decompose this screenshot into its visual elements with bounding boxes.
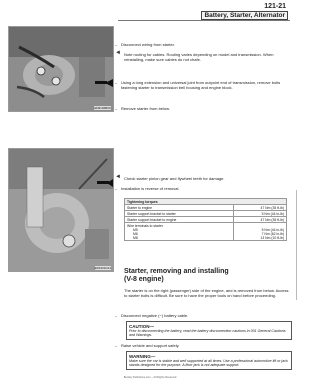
page-footer: Bentley Publishers.com – All Rights Reserved [123, 376, 177, 379]
header-rule [118, 20, 290, 21]
section-title: Battery, Starter, Alternator [201, 11, 288, 20]
warning-box [126, 351, 292, 370]
step-disconnect-wiring: – Disconnect wiring from starter. [115, 42, 175, 47]
torque-item: Starter support bracket to starter [125, 211, 234, 217]
starter-wiring-illustration [9, 27, 113, 111]
tightening-torques-table [124, 198, 287, 241]
routing-note: ◄ Note routing for cables. Routing varies depending on model and transmission. When reinstalling, make sure cables do not chafe. [115, 50, 274, 63]
warning-title: WARNING— [129, 353, 156, 359]
step-installation: – Installation is reverse of removal. [115, 186, 180, 191]
step-disconnect-battery: – Disconnect negative (−) battery cable. [115, 313, 189, 318]
torque-value: 5 Nm (44 in-lb) 7 Nm (62 in-lb) 13 Nm (10 ft-lb) [234, 223, 287, 241]
step-extension: – Using a long extension and universal joint from outpoint end of transmission, remove bolts fastening starter to transmission bell housing and engine block. [115, 80, 281, 91]
margin-rule [296, 190, 297, 300]
section-heading: Starter, removing and installing (V-8 engine) [124, 268, 229, 283]
photo-id: ED9102B3C [94, 106, 111, 110]
page-number: 121-21 [264, 3, 286, 10]
starter-pinion-photo [8, 148, 114, 272]
caution-box [126, 321, 292, 340]
torque-value: 47 Nm (35 ft-lb) [234, 217, 287, 223]
starter-location-paragraph: The starter is on the right (passenger) side of the engine, and is removed from below. Access to starter bolts is difficult. Be sure to have the proper tools on hand before proceeding. [124, 288, 289, 299]
step-remove-starter: – Remove starter from below. [115, 106, 170, 111]
caution-text: Prior to disconnecting the battery, read the battery disconnection cautions in 001 General Cautions and Warnings. [129, 328, 286, 337]
torque-item: Wire terminals to starter M5 M6 M8 [125, 223, 234, 241]
starter-pinion-illustration [9, 149, 113, 271]
step-raise-vehicle: – Raise vehicle and support safely. [115, 343, 180, 348]
caution-title: CAUTION— [129, 323, 154, 329]
torque-value: 5 Nm (44 in-lb) [234, 211, 287, 217]
pointer-arrow-icon: ◄ [115, 50, 121, 56]
check-note: ◄ Check starter pinion gear and flywheel teeth for damage. [115, 174, 225, 181]
torque-item: Starter support bracket to engine [125, 217, 234, 223]
table-header: Tightening torques [125, 199, 287, 205]
pointer-arrow-icon: ◄ [115, 174, 121, 180]
photo-id: ED9101D14 [94, 266, 111, 270]
torque-value: 47 Nm (35 ft-lb) [234, 205, 287, 211]
torque-item: Starter to engine [125, 205, 234, 211]
warning-text: Make sure the car is stable and well supported at all times. Use a professional automotive lift or jack stands designed for the purpose. A floor jack is not adequate support. [129, 358, 288, 367]
starter-wiring-photo [8, 26, 114, 112]
table-row [125, 223, 287, 241]
